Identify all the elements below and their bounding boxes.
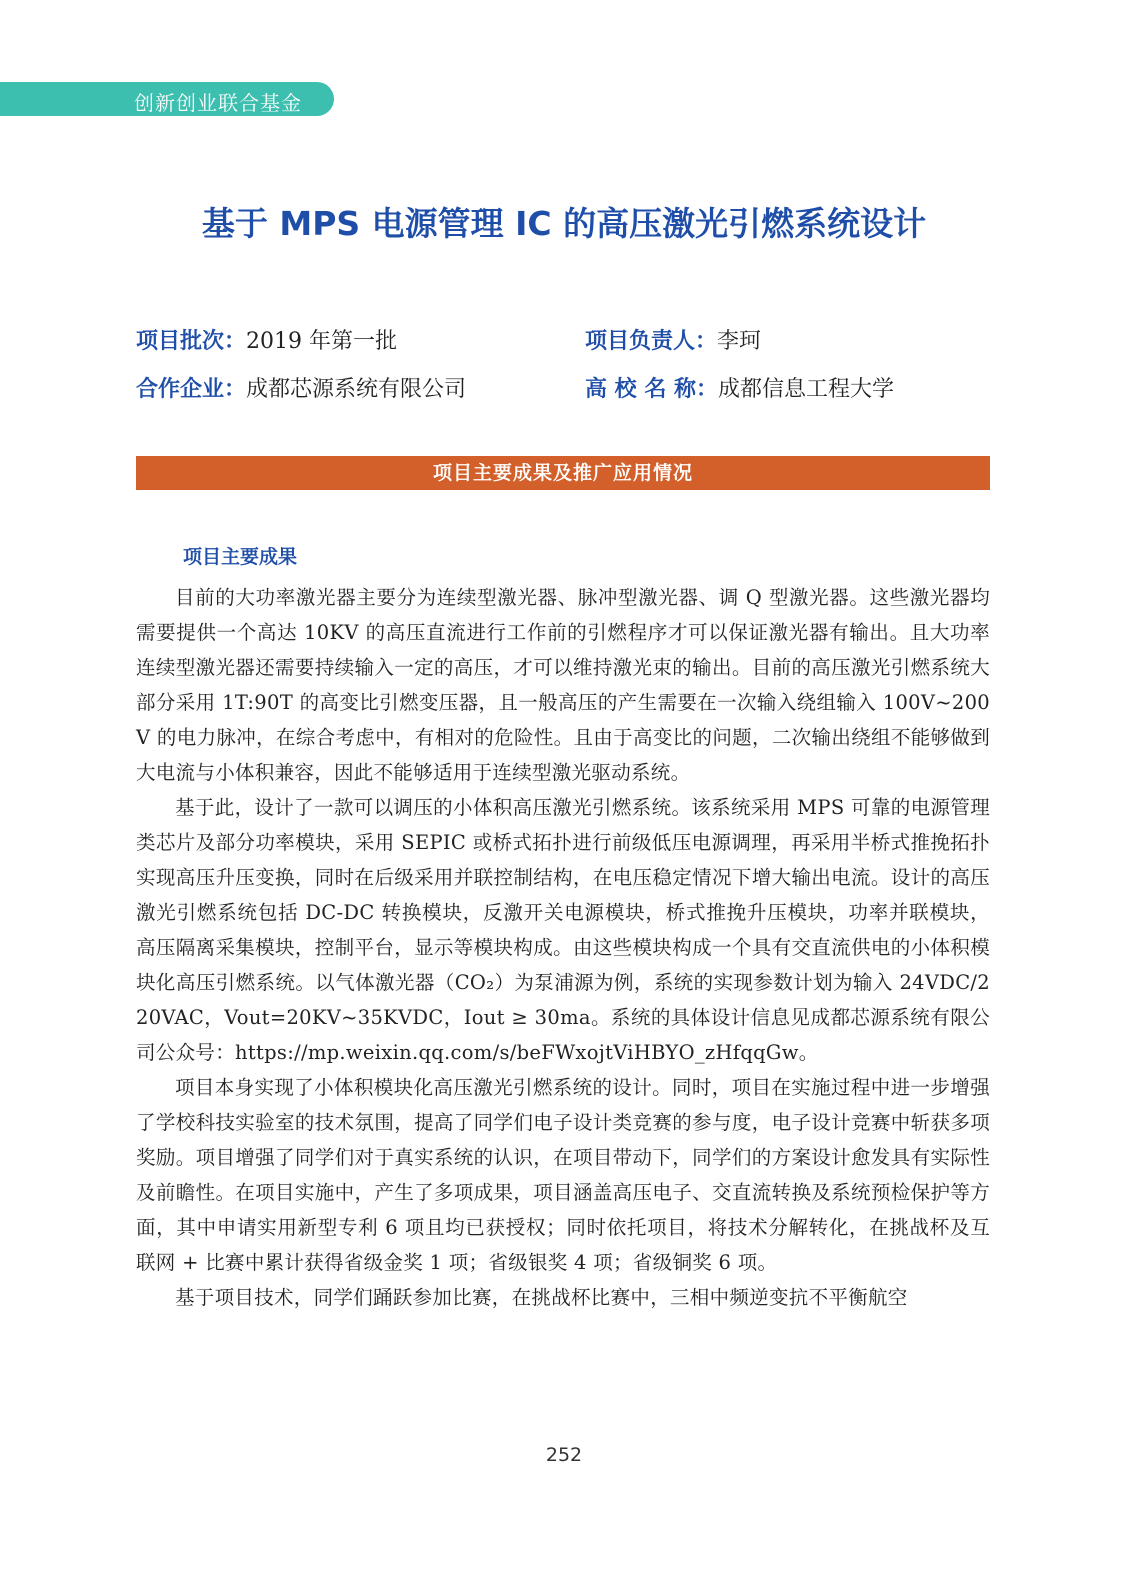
section-label: 创新创业联合基金 xyxy=(134,91,302,115)
company-label: 合作企业： xyxy=(136,377,247,402)
leader-value: 李珂 xyxy=(717,329,762,354)
page-title: 基于 MPS 电源管理 IC 的高压激光引燃系统设计 xyxy=(201,204,927,243)
section-banner xyxy=(136,456,990,490)
page-number: 252 xyxy=(545,1444,583,1466)
school-label: 高 校 名 称： xyxy=(585,377,718,402)
leader-label: 项目负责人： xyxy=(585,329,718,354)
paragraph: 基于项目技术，同学们踊跃参加比赛，在挑战杯比赛中，三相中频逆变抗不平衡航空 xyxy=(175,1286,908,1309)
body-text xyxy=(136,580,990,1315)
company-value: 成都芯源系统有限公司 xyxy=(246,377,467,402)
paragraph: 项目本身实现了小体积模块化高压激光引燃系统的设计。同时，项目在实施过程中进一步增强了学校科技实验室的技术氛围，提高了同学们电子设计类竞赛的参与度，电子设计竞赛中斩获多项奖励。项目增强了同学们对于真实系统的认识，在项目带动下，同学们的方案设计愈发具有实际性及前瞻性。在项目实施中，产生了多项成果，项目涵盖高压电子、交直流转换及系统预检保护等方面，其中申请实用新型专利 6 项且均已获授权；同时依托项目，将技术分解转化，在挑战杯及互联网 + 比赛中累计获得省级金奖 1 项；省级银奖 4 项；省级铜奖 6 项。 xyxy=(136,1076,990,1274)
school-value: 成都信息工程大学 xyxy=(717,377,894,402)
meta-leader xyxy=(585,324,761,355)
subsection-heading: 项目主要成果 xyxy=(183,546,298,568)
batch-value: 2019 年第一批 xyxy=(246,329,397,354)
batch-label: 项目批次： xyxy=(136,329,247,354)
paragraph: 基于此，设计了一款可以调压的小体积高压激光引燃系统。该系统采用 MPS 可靠的电源管理类芯片及部分功率模块，采用 SEPIC 或桥式拓扑进行前级低压电源调理，再采用半桥式推挽拓扑实现高压升压变换，同时在后级采用并联控制结构，在电压稳定情况下增大输出电流。设计的高压激光引燃系统包括 DC-DC 转换模块，反激开关电源模块，桥式推挽升压模块，功率并联模块，高压隔离采集模块，控制平台，显示等模块构成。由这些模块构成一个具有交直流供电的小体积模块化高压引燃系统。以气体激光器（CO₂）为泵浦源为例，系统的实现参数计划为输入 24VDC/220VAC，Vout=20KV~35KVDC，Iout ≥ 30ma。系统的具体设计信息见成都芯源系统有限公司公众号：https://mp.weixin.qq.com/s/beFWxojtViHBYO_zHfqqGw。 xyxy=(136,796,990,1064)
banner-text: 项目主要成果及推广应用情况 xyxy=(432,462,693,484)
section-tab xyxy=(0,82,334,116)
meta-company xyxy=(136,372,466,403)
meta-batch xyxy=(136,324,397,355)
meta-school xyxy=(585,372,894,403)
paragraph: 目前的大功率激光器主要分为连续型激光器、脉冲型激光器、调 Q 型激光器。这些激光器均需要提供一个高达 10KV 的高压直流进行工作前的引燃程序才可以保证激光器有输出。且大功率连续型激光器还需要持续输入一定的高压，才可以维持激光束的输出。目前的高压激光引燃系统大部分采用 1T:90T 的高变比引燃变压器，且一般高压的产生需要在一次输入绕组输入 100V~200V 的电力脉冲，在综合考虑中，有相对的危险性。且由于高变比的问题，二次输出绕组不能够做到大电流与小体积兼容，因此不能够适用于连续型激光驱动系统。 xyxy=(136,586,990,784)
